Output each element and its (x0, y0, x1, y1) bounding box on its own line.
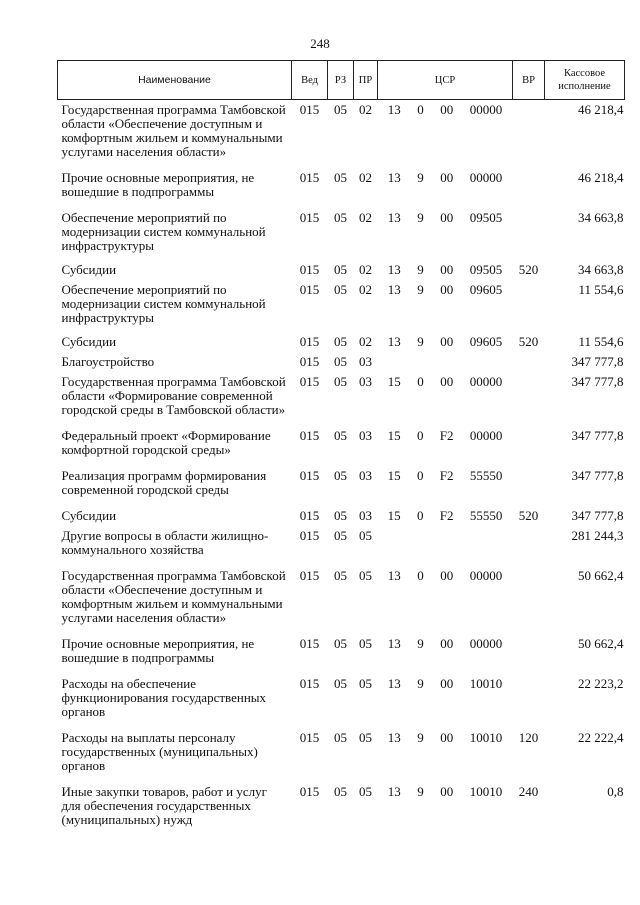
row-rz: 05 (334, 468, 347, 483)
row-csr-part-4: 00000 (469, 170, 503, 185)
row-pr: 02 (359, 282, 372, 297)
row-csr-part-3: 00 (440, 568, 454, 583)
row-rz: 05 (334, 636, 347, 651)
row-vr (513, 202, 545, 256)
row-amount: 347 777,8 (571, 468, 624, 483)
row-csr-part-2: 9 (417, 210, 424, 225)
row-csr (378, 352, 513, 372)
row-csr-part-3: 00 (440, 334, 454, 349)
row-name: Расходы на обеспечение функционирования государственных органов (61, 676, 267, 719)
row-amount: 11 554,6 (578, 282, 624, 297)
row-csr-part-2: 0 (417, 568, 424, 583)
row-pr: 05 (359, 730, 372, 745)
row-csr-part-4: 09505 (469, 262, 503, 277)
row-name: Субсидии (61, 262, 117, 277)
row-csr-part-3: F2 (439, 428, 454, 443)
row-csr (378, 328, 513, 352)
row-csr (378, 722, 513, 776)
row-pr: 05 (359, 784, 372, 799)
row-vr (513, 628, 545, 668)
row-csr-part-2: 9 (417, 334, 424, 349)
row-csr-part-3: 00 (440, 210, 454, 225)
row-pr: 03 (359, 374, 372, 389)
row-amount: 34 663,8 (578, 210, 624, 225)
row-csr-part-3: 00 (440, 282, 454, 297)
row-csr-part-1: 13 (387, 102, 401, 117)
row-vr (513, 100, 545, 163)
row-name: Субсидии (61, 508, 117, 523)
row-csr-part-4: 10010 (469, 784, 503, 799)
row-ved: 015 (299, 354, 320, 369)
row-vr (513, 280, 545, 328)
row-csr-part-3: 00 (440, 636, 454, 651)
row-amount: 50 662,4 (578, 636, 624, 651)
row-csr-part-4: 10010 (469, 730, 503, 745)
table-row (58, 100, 625, 163)
row-csr-part-1: 13 (387, 210, 401, 225)
row-rz: 05 (334, 170, 347, 185)
row-ved: 015 (299, 468, 320, 483)
row-csr-part-1: 13 (387, 730, 401, 745)
row-csr-part-2: 9 (417, 170, 424, 185)
table-row (58, 628, 625, 668)
row-vr (513, 460, 545, 500)
row-csr-part-4: 00000 (469, 428, 503, 443)
row-pr: 03 (359, 508, 372, 523)
row-csr-part-3: 00 (440, 262, 454, 277)
header-pr: ПР (354, 61, 378, 100)
row-amount: 347 777,8 (571, 354, 624, 369)
row-amount: 347 777,8 (571, 428, 624, 443)
row-ved: 015 (299, 508, 320, 523)
row-csr-part-4: 55550 (469, 508, 503, 523)
row-csr-part-4: 09605 (469, 334, 503, 349)
row-csr-part-1: 13 (387, 784, 401, 799)
row-amount: 0,8 (607, 784, 624, 799)
row-csr-part-2: 0 (417, 374, 424, 389)
row-amount: 46 218,4 (578, 102, 624, 117)
row-pr: 02 (359, 262, 372, 277)
row-csr-part-2: 9 (417, 282, 424, 297)
table-row (58, 202, 625, 256)
row-csr (378, 668, 513, 722)
row-csr-part-4: 00000 (469, 102, 503, 117)
row-name: Прочие основные мероприятия, не вошедшие в подпрограммы (61, 636, 255, 665)
row-pr: 03 (359, 468, 372, 483)
table-row (58, 280, 625, 328)
row-csr (378, 460, 513, 500)
row-pr: 03 (359, 354, 372, 369)
row-ved: 015 (299, 636, 320, 651)
row-csr (378, 372, 513, 420)
row-name: Государственная программа Тамбовской области «Обеспечение доступным и комфортным жильем и коммунальными услугами населения области» (61, 568, 286, 625)
row-csr-part-1: 13 (387, 262, 401, 277)
row-rz: 05 (334, 784, 347, 799)
row-csr-part-3: 00 (440, 784, 454, 799)
row-pr: 05 (359, 528, 372, 543)
table-row (58, 560, 625, 628)
row-rz: 05 (334, 210, 347, 225)
row-amount: 347 777,8 (571, 508, 624, 523)
row-csr-part-1: 15 (387, 374, 401, 389)
row-vr (513, 526, 545, 560)
row-name: Прочие основные мероприятия, не вошедшие в подпрограммы (61, 170, 255, 199)
row-ved: 015 (299, 428, 320, 443)
row-vr: 520 (518, 262, 539, 277)
row-amount: 347 777,8 (571, 374, 624, 389)
row-name: Государственная программа Тамбовской области «Обеспечение доступным и комфортным жильем и коммунальными услугами населения области» (61, 102, 286, 159)
row-csr (378, 100, 513, 163)
row-name: Федеральный проект «Формирование комфортной городской среды» (61, 428, 271, 457)
row-ved: 015 (299, 262, 320, 277)
row-ved: 015 (299, 102, 320, 117)
row-csr (378, 776, 513, 830)
row-vr (513, 162, 545, 202)
row-ved: 015 (299, 784, 320, 799)
table-row (58, 668, 625, 722)
header-vr: ВР (513, 61, 545, 100)
row-rz: 05 (334, 428, 347, 443)
row-csr-part-2: 9 (417, 262, 424, 277)
row-csr-part-3: 00 (440, 676, 454, 691)
row-csr-part-1: 15 (387, 428, 401, 443)
row-amount: 281 244,3 (571, 528, 624, 543)
row-csr-part-2: 0 (417, 102, 424, 117)
row-rz: 05 (334, 102, 347, 117)
header-ved: Вед (292, 61, 328, 100)
row-rz: 05 (334, 676, 347, 691)
row-csr (378, 162, 513, 202)
row-rz: 05 (334, 354, 347, 369)
row-csr-part-2: 0 (416, 508, 424, 523)
row-rz: 05 (334, 568, 347, 583)
page-number: 248 (310, 36, 330, 51)
row-name: Субсидии (61, 334, 117, 349)
row-csr-part-1: 15 (387, 508, 401, 523)
row-csr (378, 280, 513, 328)
row-csr-part-2: 9 (417, 676, 424, 691)
budget-table (57, 60, 625, 830)
table-row (58, 352, 625, 372)
row-amount: 46 218,4 (578, 170, 624, 185)
row-csr-part-3: F2 (439, 508, 454, 523)
row-vr (513, 372, 545, 420)
table-header-row (58, 61, 625, 100)
row-amount: 11 554,6 (578, 334, 624, 349)
row-name: Благоустройство (61, 354, 155, 369)
row-csr-part-3: F2 (439, 468, 454, 483)
row-name: Другие вопросы в области жилищно-коммунального хозяйства (61, 528, 269, 557)
row-rz: 05 (334, 508, 347, 523)
row-csr (378, 256, 513, 280)
row-vr: 120 (518, 730, 539, 745)
row-rz: 05 (334, 262, 347, 277)
row-csr-part-1: 15 (387, 468, 401, 483)
row-csr-part-3: 00 (440, 170, 454, 185)
row-csr-part-4: 10010 (469, 676, 503, 691)
header-amount: Кассовое исполнение (545, 61, 625, 100)
row-vr (513, 420, 545, 460)
row-ved: 015 (299, 334, 320, 349)
row-pr: 03 (359, 428, 372, 443)
header-rz: РЗ (328, 61, 354, 100)
row-csr-part-4: 00000 (469, 568, 503, 583)
row-ved: 015 (299, 676, 320, 691)
row-name: Обеспечение мероприятий по модернизации систем коммунальной инфраструктуры (61, 282, 266, 325)
row-csr-part-4: 00000 (469, 636, 503, 651)
row-rz: 05 (334, 334, 347, 349)
row-csr-part-3: 00 (440, 730, 454, 745)
row-csr-part-1: 13 (387, 676, 401, 691)
row-csr (378, 420, 513, 460)
row-name: Обеспечение мероприятий по модернизации систем коммунальной инфраструктуры (61, 210, 266, 253)
row-csr-part-2: 0 (416, 468, 424, 483)
row-csr-part-1: 13 (387, 568, 401, 583)
row-ved: 015 (299, 210, 320, 225)
row-amount: 50 662,4 (578, 568, 624, 583)
row-csr-part-2: 9 (417, 636, 424, 651)
row-name: Реализация программ формирования современной городской среды (61, 468, 267, 497)
row-ved: 015 (299, 528, 320, 543)
row-rz: 05 (334, 282, 347, 297)
row-vr: 520 (518, 334, 539, 349)
row-pr: 05 (359, 676, 372, 691)
table-row (58, 256, 625, 280)
row-name: Иные закупки товаров, работ и услуг для обеспечения государственных (муниципальных) нужд (61, 784, 267, 827)
row-ved: 015 (299, 282, 320, 297)
row-csr (378, 628, 513, 668)
header-name: Наименование (58, 61, 292, 100)
table-row (58, 500, 625, 526)
table-row (58, 372, 625, 420)
row-name: Государственная программа Тамбовской области «Формирование современной городской среды в Тамбовской области» (61, 374, 286, 417)
table-row (58, 722, 625, 776)
row-csr-part-2: 9 (417, 730, 424, 745)
row-csr-part-3: 00 (440, 374, 454, 389)
row-csr (378, 526, 513, 560)
row-csr-part-4: 00000 (469, 374, 503, 389)
row-pr: 02 (359, 102, 372, 117)
row-csr-part-1: 13 (387, 282, 401, 297)
table-row (58, 776, 625, 830)
row-pr: 05 (359, 568, 372, 583)
row-csr-part-1: 13 (387, 170, 401, 185)
row-rz: 05 (334, 374, 347, 389)
table-row (58, 460, 625, 500)
row-csr (378, 500, 513, 526)
row-amount: 34 663,8 (578, 262, 624, 277)
row-pr: 02 (359, 170, 372, 185)
row-vr: 240 (518, 784, 539, 799)
row-csr-part-1: 13 (387, 334, 401, 349)
row-vr (513, 668, 545, 722)
row-csr-part-2: 0 (416, 428, 424, 443)
row-amount: 22 223,2 (578, 676, 624, 691)
row-vr (513, 560, 545, 628)
table-row (58, 420, 625, 460)
row-ved: 015 (299, 374, 320, 389)
table-row (58, 526, 625, 560)
row-vr (513, 352, 545, 372)
row-csr (378, 202, 513, 256)
row-ved: 015 (299, 170, 320, 185)
row-ved: 015 (299, 568, 320, 583)
row-vr: 520 (518, 508, 539, 523)
row-rz: 05 (334, 730, 347, 745)
row-csr-part-4: 09505 (469, 210, 503, 225)
row-csr-part-3: 00 (440, 102, 454, 117)
row-rz: 05 (334, 528, 347, 543)
row-csr-part-1: 13 (387, 636, 401, 651)
row-name: Расходы на выплаты персоналу государственных (муниципальных) органов (61, 730, 258, 773)
row-ved: 015 (299, 730, 320, 745)
header-csr: ЦСР (378, 61, 513, 100)
row-pr: 02 (359, 334, 372, 349)
row-amount: 22 222,4 (578, 730, 624, 745)
row-csr-part-4: 09605 (469, 282, 503, 297)
table-row (58, 328, 625, 352)
row-pr: 05 (359, 636, 372, 651)
row-csr-part-4: 55550 (469, 468, 503, 483)
row-csr (378, 560, 513, 628)
row-csr-part-2: 9 (417, 784, 424, 799)
row-pr: 02 (359, 210, 372, 225)
table-row (58, 162, 625, 202)
